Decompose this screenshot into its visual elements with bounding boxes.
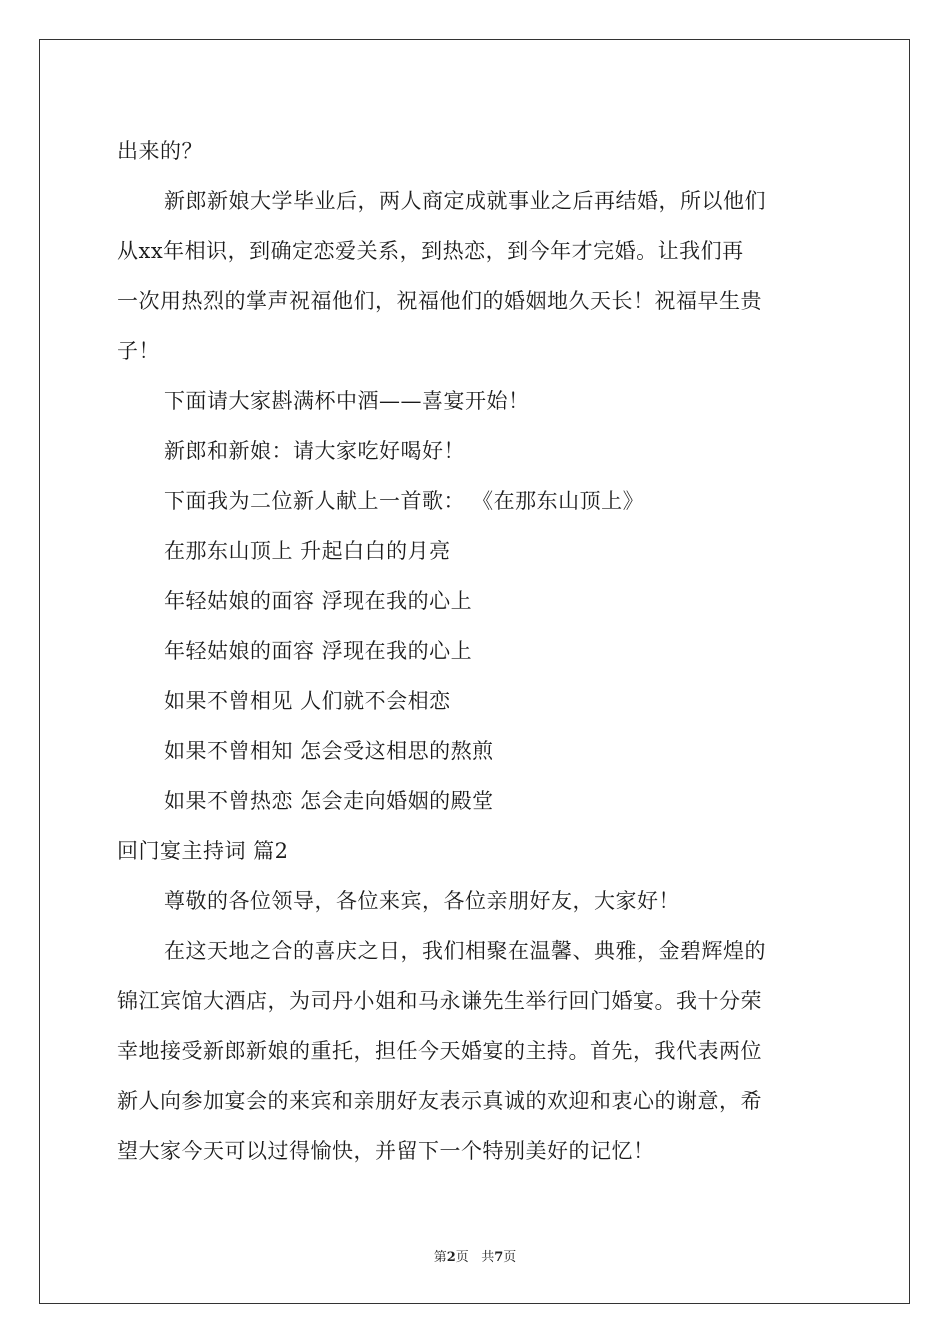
text-line: 锦江宾馆大酒店，为司丹小姐和马永谦先生举行回门婚宴。我十分荣 xyxy=(117,989,762,1013)
total-page-number: 7 xyxy=(494,1250,504,1265)
page-footer xyxy=(0,1246,950,1265)
text-line: 从xx年相识，到确定恋爱关系，到热恋，到今年才完婚。让我们再 xyxy=(117,239,744,263)
text-line: 一次用热烈的掌声祝福他们，祝福他们的婚姻地久天长！祝福早生贵 xyxy=(117,289,762,313)
document-body xyxy=(117,126,833,1176)
page-suffix: 页 xyxy=(455,1250,469,1265)
paragraph-line: 新郎和新娘：请大家吃好喝好！ xyxy=(164,439,465,463)
song-lyric-line: 在那东山顶上 升起白白的月亮 xyxy=(164,539,451,563)
text-line: 望大家今天可以过得愉快，并留下一个特别美好的记忆！ xyxy=(117,1139,655,1163)
song-lyric-line: 年轻姑娘的面容 浮现在我的心上 xyxy=(164,589,473,613)
text-line: 出来的？ xyxy=(117,139,203,163)
paragraph-line: 下面请大家斟满杯中酒——喜宴开始！ xyxy=(164,389,530,413)
current-page-number: 2 xyxy=(446,1250,456,1265)
song-lyric-line: 年轻姑娘的面容 浮现在我的心上 xyxy=(164,639,473,663)
paragraph-line: 新郎新娘大学毕业后，两人商定成就事业之后再结婚，所以他们 xyxy=(164,189,766,213)
text-line: 幸地接受新郎新娘的重托，担任今天婚宴的主持。首先，我代表两位 xyxy=(117,1039,762,1063)
page-prefix: 第 xyxy=(433,1250,447,1265)
text-line: 新人向参加宴会的来宾和亲朋好友表示真诚的欢迎和衷心的谢意，希 xyxy=(117,1089,762,1113)
paragraph-line: 下面我为二位新人献上一首歌： 《在那东山顶上》 xyxy=(164,489,645,513)
total-prefix: 共 xyxy=(481,1250,495,1265)
section-heading: 回门宴主持词 篇2 xyxy=(117,839,289,863)
text-line: 子！ xyxy=(117,339,160,363)
song-lyric-line: 如果不曾相知 怎会受这相思的熬煎 xyxy=(164,739,494,763)
song-lyric-line: 如果不曾热恋 怎会走向婚姻的殿堂 xyxy=(164,789,494,813)
total-suffix: 页 xyxy=(503,1250,517,1265)
paragraph-line: 尊敬的各位领导，各位来宾，各位亲朋好友，大家好！ xyxy=(164,889,680,913)
song-lyric-line: 如果不曾相见 人们就不会相恋 xyxy=(164,689,451,713)
paragraph-line: 在这天地之合的喜庆之日，我们相聚在温馨、典雅，金碧辉煌的 xyxy=(164,939,766,963)
